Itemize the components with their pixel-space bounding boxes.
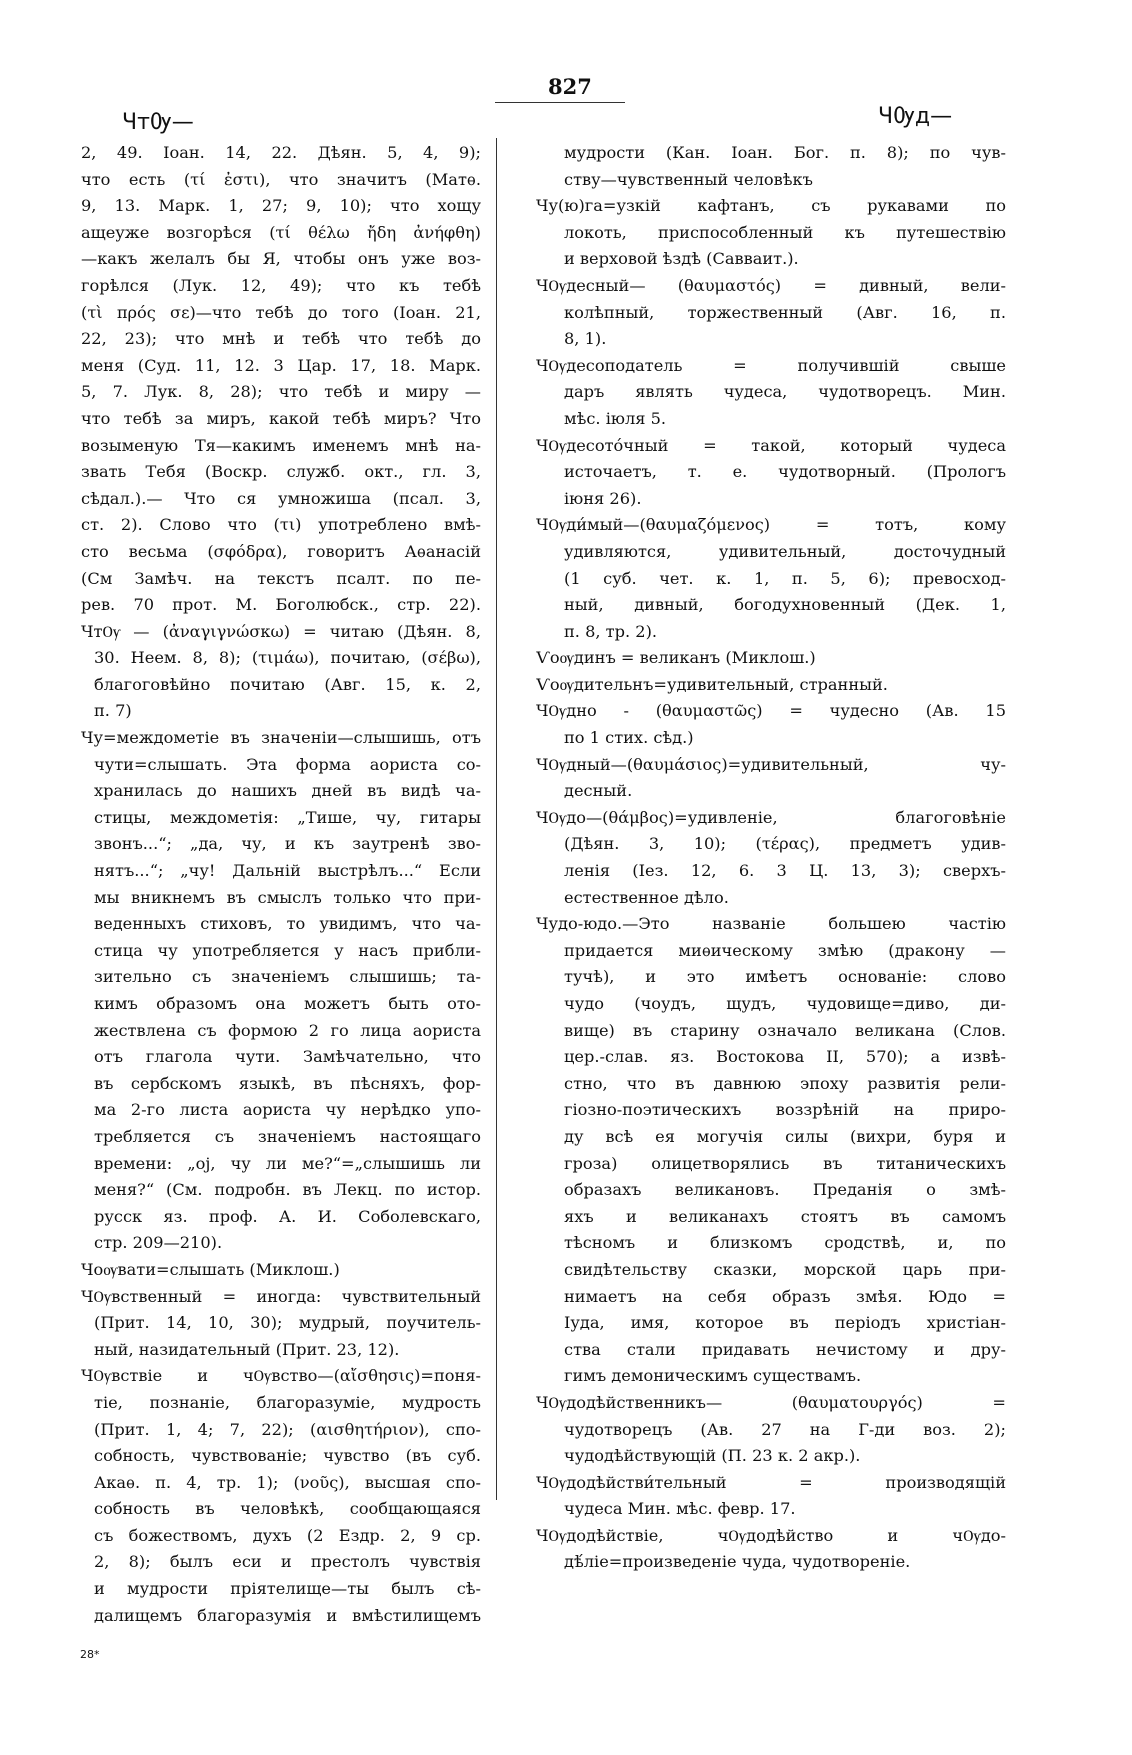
text-line: стицы, междометія: „Тише, чу, гитары bbox=[94, 807, 481, 827]
text-line: гроза) олицетворялись въ титаническихъ bbox=[564, 1153, 1006, 1173]
text-line: русск яз. проф. А. И. Соболевскаго, bbox=[94, 1206, 481, 1226]
text-line: требляется съ значеніемъ настоящаго bbox=[94, 1126, 481, 1146]
text-line: ЧѸдесный— (θαυμαστός) = дивный, вели- bbox=[536, 275, 1006, 295]
text-line: 5, 7. Лук. 8, 28); что тебѣ и миру — bbox=[81, 382, 481, 402]
text-line: горѣлся (Лук. 12, 49); что къ тебѣ bbox=[81, 275, 481, 295]
text-line: цер.-слав. яз. Востокова II, 570); а извѣ- bbox=[564, 1047, 1006, 1067]
text-line: ЧѸвственный = иногда: чувствительный bbox=[81, 1286, 481, 1306]
text-line: колѣпный, торжественный (Авг. 16, п. bbox=[564, 302, 1006, 322]
text-line: (Дѣян. 3, 10); (τέρας), предметъ удив- bbox=[564, 834, 1006, 854]
text-line: Ѵоѹдительнъ=удивительный, странный. bbox=[536, 674, 888, 694]
text-line: Акаѳ. п. 4, тр. 1); (νοῦς), высшая спо- bbox=[94, 1472, 481, 1492]
text-line: отъ глагола чути. Замѣчательно, что bbox=[94, 1047, 481, 1067]
text-line: жествлена съ формою 2 го лица аориста bbox=[94, 1020, 481, 1040]
text-line: что тебѣ за миръ, какой тебѣ миръ? Что bbox=[81, 408, 481, 428]
text-line: десный. bbox=[564, 781, 633, 801]
text-line: гимъ демоническимъ существамъ. bbox=[564, 1366, 862, 1386]
page-number: 827 bbox=[548, 74, 592, 99]
text-line: удивляются, удивительный, досточудный bbox=[564, 541, 1006, 561]
text-line: стно, что въ давнюю эпоху развитія рели- bbox=[564, 1073, 1006, 1093]
text-line: ст. 2). Слово что (τι) употреблено вмѣ- bbox=[81, 515, 481, 535]
text-line: (См Замѣч. на текстъ псалт. по пе- bbox=[81, 568, 481, 588]
text-line: хранилась до нашихъ дней въ видѣ ча- bbox=[94, 781, 481, 801]
text-line: меня?“ (См. подробн. въ Лекц. по истор. bbox=[94, 1180, 481, 1200]
text-line: нимаетъ на себя образъ змѣя. Юдо = bbox=[564, 1286, 1006, 1306]
column-divider bbox=[496, 138, 497, 1500]
text-line: ЧѸдодѣйственникъ— (θαυματουργός) = bbox=[536, 1392, 1006, 1412]
text-line: тѣсномъ и близкомъ сродствѣ, и, по bbox=[564, 1233, 1006, 1253]
text-line: образахъ великановъ. Преданія о змѣ- bbox=[564, 1180, 1006, 1200]
text-line: 2, 49. Іоан. 14, 22. Дѣян. 5, 4, 9); bbox=[81, 143, 481, 162]
text-line: ду всѣ ея могучія силы (вихри, буря и bbox=[564, 1126, 1006, 1146]
text-line: ства стали придавать нечистому и дру- bbox=[564, 1339, 1006, 1359]
text-line: Іуда, имя, которое въ періодъ христіан- bbox=[564, 1313, 1006, 1333]
text-line: ЧтѸ — (ἀναγιγνώσκω) = читаю (Дѣян. 8, bbox=[81, 621, 481, 641]
text-line: мудрости (Кан. Іоан. Бог. п. 8); по чув- bbox=[564, 143, 1006, 162]
text-line: мы вникнемъ въ смыслъ только что при- bbox=[94, 887, 481, 907]
text-line: чути=слышать. Эта форма аориста со- bbox=[94, 754, 481, 774]
text-line: звонъ...“; „да, чу, и къ заутренѣ зво- bbox=[94, 834, 481, 854]
text-line: въ сербскомъ языкѣ, въ пѣсняхъ, фор- bbox=[94, 1073, 481, 1093]
text-line: яхъ и великанахъ стоятъ въ самомъ bbox=[564, 1206, 1006, 1226]
text-line: ный, назидательный (Прит. 23, 12). bbox=[94, 1339, 400, 1359]
text-line: рев. 70 прот. М. Боголюбск., стр. 22). bbox=[81, 595, 481, 615]
text-line: зительно съ значеніемъ слышишь; та- bbox=[94, 967, 481, 987]
text-line: дѣ́ліе=произведеніе чуда, чудотвореніе. bbox=[564, 1552, 911, 1572]
text-line: ащеуже возгорѣся (τί θέλω ἤδη ἀνήφθη) bbox=[81, 222, 481, 242]
running-head-left: ЧтѸ— bbox=[122, 110, 194, 135]
text-line: —какъ желалъ бы Я, чтобы онъ уже воз- bbox=[81, 249, 481, 269]
text-line: (1 суб. чет. к. 1, п. 5, 6); превосход- bbox=[564, 568, 1006, 588]
text-line: и верховой ѣздѣ (Савваит.). bbox=[564, 249, 799, 269]
text-line: ЧѸдесото́чный = такой, который чудеса bbox=[536, 435, 1006, 455]
text-line: Чу(ю)га=узкій кафтанъ, съ рукавами по bbox=[536, 196, 1006, 216]
running-head-right: ЧѸд— bbox=[878, 104, 953, 129]
text-line: чудо (чоудъ, щудъ, чудовище=диво, ди- bbox=[564, 994, 1006, 1013]
text-line: собность въ человѣкѣ, сообщающаяся bbox=[94, 1499, 481, 1519]
text-line: чудеса Мин. мѣс. февр. 17. bbox=[564, 1499, 796, 1519]
text-line: Чу=междометіе въ значеніи—слышишь, отъ bbox=[81, 728, 481, 748]
text-line: Ѵоѹдинъ = великанъ (Миклош.) bbox=[536, 648, 816, 668]
text-line: источаетъ, т. е. чудотворный. (Прологъ bbox=[564, 462, 1006, 482]
text-line: 9, 13. Марк. 1, 27; 9, 10); что хощу bbox=[81, 196, 481, 216]
text-line: стица чу употребляется у насъ прибли- bbox=[94, 940, 481, 960]
text-line: гіозно-поэтическихъ воззрѣній на приро- bbox=[564, 1100, 1006, 1120]
text-line: тіе, познаніе, благоразуміе, мудрость bbox=[94, 1392, 481, 1412]
text-line: и мудрости пріятелище—ты былъ сѣ- bbox=[94, 1579, 481, 1599]
text-line: ЧѸдодѣйстви́тельный = производящій bbox=[536, 1472, 1006, 1492]
text-line: веденныхъ стиховъ, то увидимъ, что ча- bbox=[94, 914, 481, 934]
text-line: что есть (τί ἐστι), что значитъ (Матѳ. bbox=[81, 169, 481, 189]
text-line: ЧѸвствіе и чѸвство—(αἴσθησις)=поня- bbox=[81, 1366, 481, 1386]
text-line: даръ являть чудеса, чудотворецъ. Мин. bbox=[564, 382, 1006, 402]
text-line: меня (Суд. 11, 12. 3 Цар. 17, 18. Марк. bbox=[81, 355, 481, 375]
text-line: съ божествомъ, духъ (2 Ездр. 2, 9 ср. bbox=[94, 1525, 481, 1545]
text-line: вище) въ старину означало великана (Слов. bbox=[564, 1020, 1006, 1040]
text-line: п. 7) bbox=[94, 701, 132, 721]
text-line: п. 8, тр. 2). bbox=[564, 621, 658, 641]
text-line: ЧѸдодѣйствіе, чѸдодѣйство и чѸдо- bbox=[536, 1525, 1006, 1545]
text-line: возыменую Тя—какимъ именемъ мнѣ на- bbox=[81, 435, 481, 455]
page-number-rule bbox=[495, 102, 625, 103]
text-line: ЧѸдо—(θάμβος)=удивленіе, благоговѣніе bbox=[536, 807, 1006, 827]
text-line: чудодѣйствующій (П. 23 к. 2 акр.). bbox=[564, 1446, 861, 1466]
text-line: (Прит. 1, 4; 7, 22); (αισθητήριον), спо- bbox=[94, 1419, 481, 1439]
text-line: сѣдал.).— Что ся умножиша (псал. 3, bbox=[81, 488, 481, 508]
text-line: ленія (Іез. 12, 6. 3 Ц. 13, 3); сверхъ- bbox=[564, 861, 1006, 881]
text-line: локоть, приспособленный къ путешествію bbox=[564, 222, 1006, 242]
text-line: благоговѣйно почитаю (Авг. 15, к. 2, bbox=[94, 674, 481, 694]
text-line: 22, 23); что мнѣ и тебѣ что тебѣ до bbox=[81, 329, 481, 349]
right-column bbox=[536, 140, 1006, 1576]
text-line: по 1 стих. сѣд.) bbox=[564, 728, 694, 748]
text-line: сто весьма (σφόδρα), говоритъ Аѳанасій bbox=[81, 541, 481, 561]
text-line: ству—чувственный человѣкъ bbox=[564, 169, 813, 189]
text-line: мѣс. іюля 5. bbox=[564, 408, 667, 428]
text-line: времени: „oj, чу ли ме?“=„слышишь ли bbox=[94, 1153, 481, 1173]
text-line: кимъ образомъ она можетъ быть ото- bbox=[94, 994, 481, 1013]
text-line: чудотворецъ (Ав. 27 на Г-ди воз. 2); bbox=[564, 1419, 1006, 1439]
text-line: ЧѸдно - (θαυμαστῶς) = чудесно (Ав. 15 bbox=[536, 701, 1006, 721]
text-line: стр. 209—210). bbox=[94, 1233, 223, 1253]
text-line: 8, 1). bbox=[564, 329, 607, 349]
text-line: придается миѳическому змѣю (дракону — bbox=[564, 940, 1006, 960]
text-line: ный, дивный, богодухновенный (Дек. 1, bbox=[564, 595, 1006, 615]
text-line: ЧѸдесоподатель = получившій свыше bbox=[536, 355, 1006, 375]
text-line: 30. Неем. 8, 8); (τιμάω), почитаю, (σέβω), bbox=[94, 648, 481, 668]
text-line: 2, 8); былъ еси и престолъ чувствія bbox=[94, 1552, 481, 1572]
text-line: ма 2-го листа аориста чу нерѣдко упо- bbox=[94, 1100, 481, 1120]
text-line: ЧѸдный—(θαυμάσιος)=удивительный, чу- bbox=[536, 754, 1006, 774]
text-line: (τὶ πρός σε)—что тебѣ до того (Іоан. 21, bbox=[81, 302, 481, 322]
text-line: Чудо-юдо.—Это названіе большею частію bbox=[536, 914, 1006, 934]
text-line: (Прит. 14, 10, 30); мудрый, поучитель- bbox=[94, 1313, 481, 1333]
text-line: іюня 26). bbox=[564, 488, 642, 508]
text-line: Чоѹвати=слышать (Миклош.) bbox=[81, 1259, 340, 1279]
text-line: собность, чувствованіе; чувство (въ суб. bbox=[94, 1446, 481, 1466]
text-line: ЧѸди́мый—(θαυμαζόμενος) = тотъ, кому bbox=[536, 515, 1006, 535]
text-line: далищемъ благоразумія и вмѣстилищемъ bbox=[94, 1605, 481, 1625]
text-line: свидѣтельству сказки, морской царь при- bbox=[564, 1259, 1006, 1279]
text-line: нятъ...“; „чу! Дальній выстрѣлъ...“ Если bbox=[94, 861, 481, 881]
text-line: тучѣ), и это имѣетъ основаніе: слово bbox=[564, 967, 1006, 987]
signature-mark: 28* bbox=[80, 1648, 100, 1661]
left-column bbox=[81, 140, 481, 1629]
text-line: звать Тебя (Воскр. служб. окт., гл. 3, bbox=[81, 462, 481, 482]
text-line: естественное дѣло. bbox=[564, 887, 729, 907]
